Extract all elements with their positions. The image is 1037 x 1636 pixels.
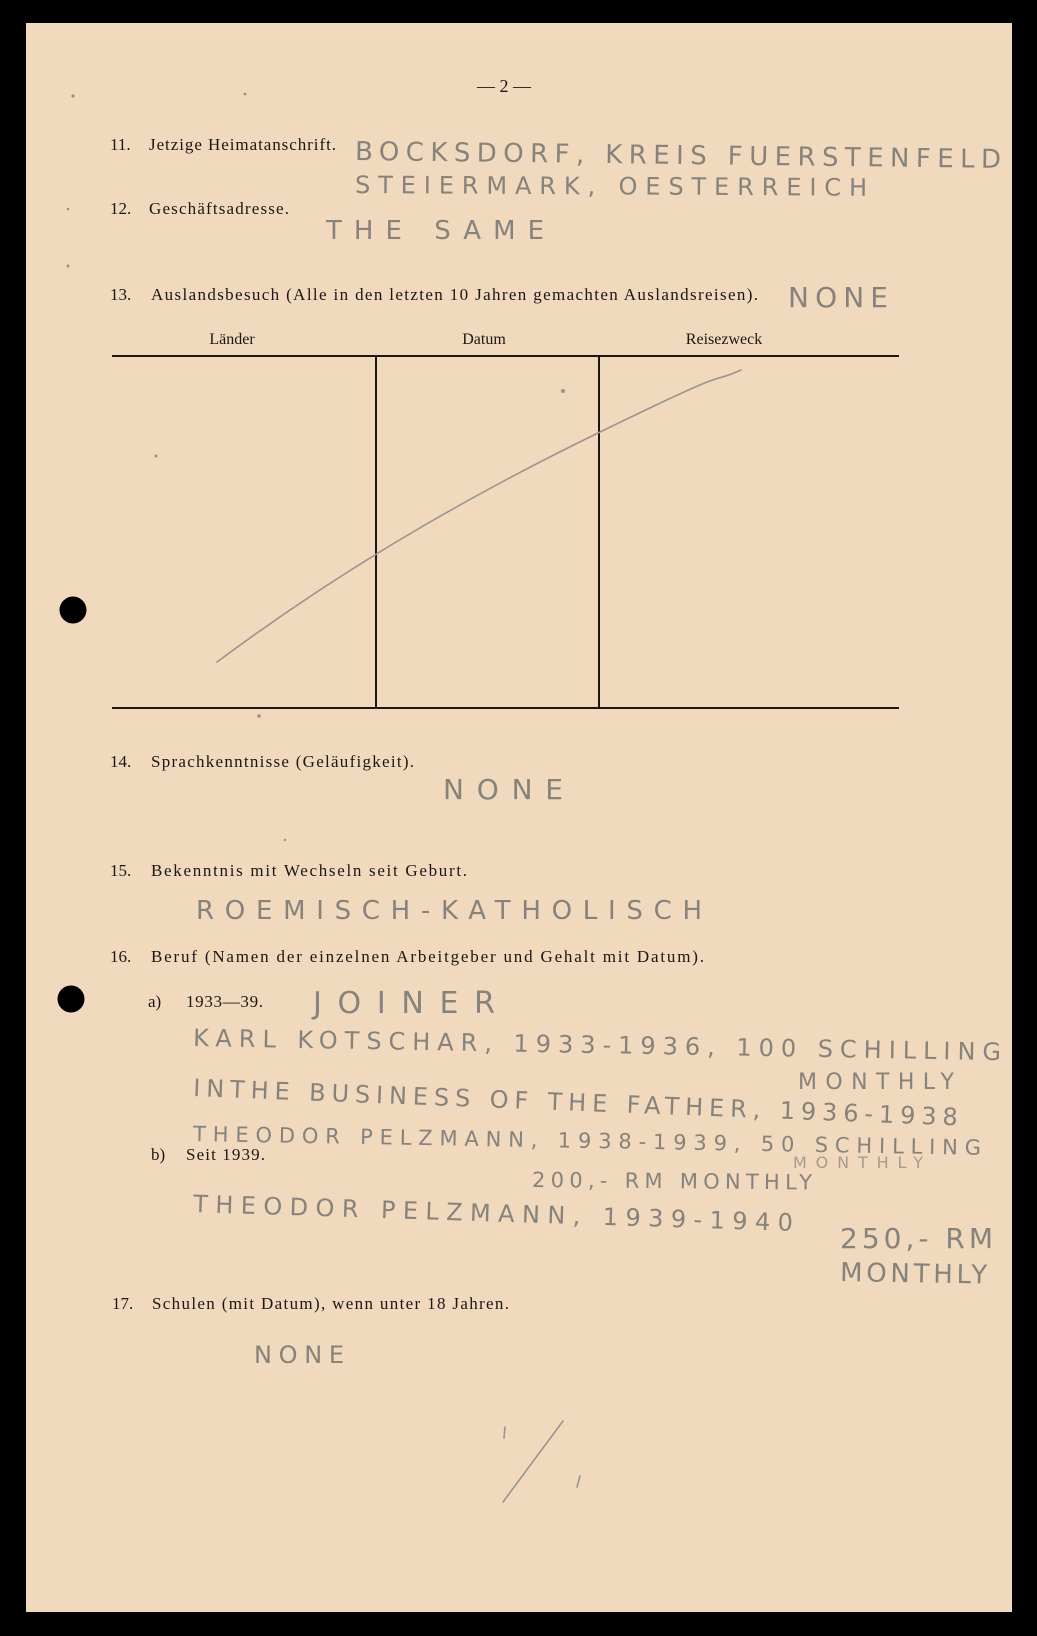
handwritten-answer: KARL KOTSCHAR, 1933-1936, 100 SCHILLING <box>192 1024 1002 1067</box>
question-number: 17. <box>112 1294 134 1313</box>
speck <box>71 94 74 97</box>
question-label: Beruf (Namen der einzelnen Arbeitgeber und Gehalt mit Datum). <box>151 947 704 966</box>
handwritten-answer: JOINER <box>313 986 495 1021</box>
question-number: 16. <box>110 947 132 966</box>
speck <box>257 714 261 718</box>
handwritten-answer: THEODOR PELZMANN, 1938-1939, 50 SCHILLING <box>192 1122 982 1160</box>
handwritten-answer: ROEMISCH-KATHOLISCH <box>196 896 703 926</box>
handwritten-answer: THE SAME <box>326 216 544 246</box>
question-label: Schulen (mit Datum), wenn unter 18 Jahren. <box>152 1294 510 1313</box>
question-number: 14. <box>110 752 132 771</box>
question-label: Auslandsbesuch (Alle in den letzten 10 Jahren gemachten Auslandsreisen). <box>151 285 758 304</box>
question-number: 15. <box>110 861 132 880</box>
punch-hole <box>60 597 87 624</box>
speck <box>67 208 70 211</box>
subitem-period-a: 1933—39. <box>186 992 263 1011</box>
handwritten-answer: 200,- RM MONTHLY <box>531 1168 813 1195</box>
handwritten-answer: MONTHLY <box>839 1258 988 1291</box>
question-number: 11. <box>110 135 131 154</box>
handwritten-answer: THEODOR PELZMANN, 1939-1940 <box>192 1190 794 1237</box>
table-header-laender: Länder <box>209 331 255 348</box>
question-number: 12. <box>110 199 132 218</box>
question-label: Geschäftsadresse. <box>149 199 289 218</box>
handwritten-answer: STEIERMARK, OESTERREICH <box>354 171 868 202</box>
speck <box>155 455 158 458</box>
subitem-marker-b: b) <box>151 1145 166 1164</box>
speck <box>561 389 565 393</box>
table-header-datum: Datum <box>462 331 506 348</box>
pencil-tick <box>504 1427 505 1438</box>
subitem-marker-a: a) <box>148 992 162 1011</box>
subitem-period-b: Seit 1939. <box>186 1145 265 1164</box>
question-label: Bekenntnis mit Wechseln seit Geburt. <box>151 861 467 880</box>
page-number: — 2 — <box>477 76 531 96</box>
handwritten-answer: NONE <box>254 1341 344 1369</box>
speck <box>284 839 286 841</box>
handwritten-answer: MONTHLY <box>793 1153 923 1172</box>
speck <box>244 93 247 96</box>
question-label: Sprachkenntnisse (Geläufigkeit). <box>151 752 414 771</box>
punch-hole <box>58 986 85 1013</box>
handwritten-answer: NONE <box>443 773 563 806</box>
handwritten-answer: INTHE BUSINESS OF THE FATHER, 1936-1938 <box>192 1074 959 1132</box>
handwritten-answer: 250,- RM <box>840 1222 993 1255</box>
handwritten-answer: BOCKSDORF, KREIS FUERSTENFELD <box>354 137 1002 175</box>
table-header-reisezweck: Reisezweck <box>685 331 763 348</box>
handwritten-answer: NONE <box>788 281 888 314</box>
question-number: 13. <box>110 285 132 304</box>
question-label: Jetzige Heimatanschrift. <box>149 135 336 154</box>
speck <box>67 265 70 268</box>
handwritten-answer: MONTHLY <box>798 1070 954 1095</box>
paper-sheet <box>26 23 1012 1612</box>
